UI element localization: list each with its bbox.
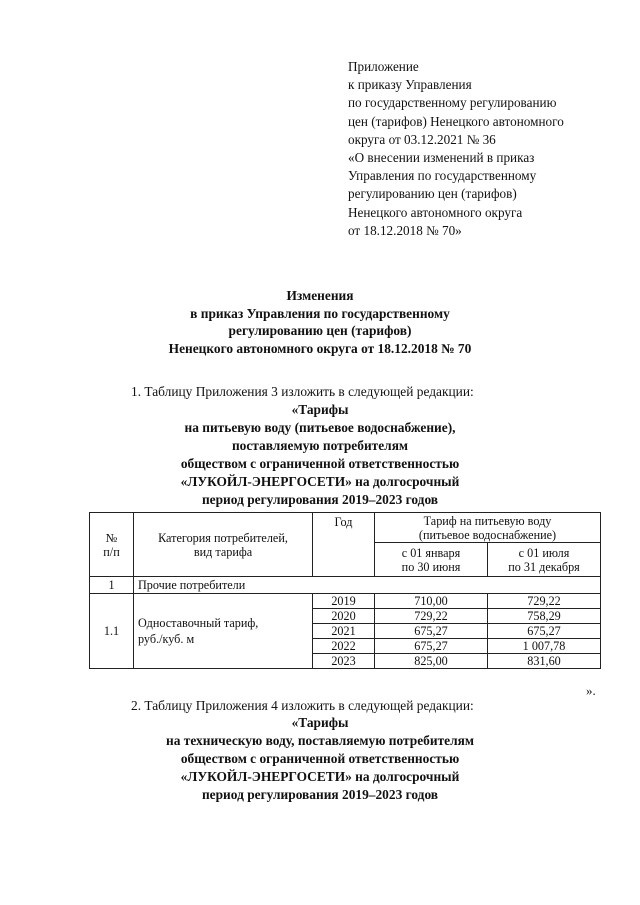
section2-title-line: на техническую воду, поставляемую потребителям: [166, 733, 474, 748]
section1-title-line: «ЛУКОЙЛ-ЭНЕРГОСЕТИ» на долгосрочный: [180, 474, 460, 489]
row-h2: 1 007,78: [488, 639, 601, 654]
section1-title-line: поставляемую потребителям: [231, 438, 409, 453]
appendix-line: к приказу Управления: [348, 77, 472, 93]
header-number: № п/п: [90, 513, 134, 577]
appendix-line: округа от 03.12.2021 № 36: [348, 131, 496, 147]
appendix-line: Управления по государственному: [348, 168, 537, 184]
header-year: Год: [313, 513, 375, 577]
header-category: Категория потребителей, вид тарифа: [134, 513, 313, 577]
table-closing-quote: ».: [586, 683, 596, 698]
appendix-line: Приложение: [348, 59, 419, 74]
section1-title-line: «Тарифы: [291, 402, 349, 417]
row-h2: 831,60: [488, 654, 601, 669]
item-number: 1.1: [90, 594, 134, 669]
section2-title: [0, 714, 640, 804]
header-tariff-group: Тариф на питьевую воду (питьевое водоснабжение): [375, 513, 601, 543]
row-year: 2022: [313, 639, 375, 654]
appendix-line: регулированию цен (тарифов): [348, 186, 517, 202]
changes-title: [0, 287, 640, 357]
section1-title-line: период регулирования 2019–2023 годов: [201, 492, 439, 507]
section1-title: [0, 401, 640, 509]
section1-paragraph: 1. Таблицу Приложения 3 изложить в следующей редакции:: [131, 384, 474, 399]
section2-title-line: «ЛУКОЙЛ-ЭНЕРГОСЕТИ» на долгосрочный: [180, 769, 460, 784]
row-h1: 710,00: [375, 594, 488, 609]
item-label: Одноставочный тариф, руб./куб. м: [134, 594, 313, 669]
tariff-table: [89, 512, 601, 669]
row-year: 2023: [313, 654, 375, 669]
row-year: 2020: [313, 609, 375, 624]
section2-title-line: период регулирования 2019–2023 годов: [201, 787, 439, 802]
table-row: [90, 594, 601, 609]
section2-paragraph: 2. Таблицу Приложения 4 изложить в следующей редакции:: [131, 698, 474, 713]
row-h2: 675,27: [488, 624, 601, 639]
row-h1: 675,27: [375, 624, 488, 639]
header-period-1: с 01 января по 30 июня: [375, 543, 488, 577]
row-h1: 729,22: [375, 609, 488, 624]
section1-title-line: на питьевую воду (питьевое водоснабжение),: [184, 420, 456, 435]
group-row-label: Прочие потребители: [134, 577, 601, 594]
appendix-line: от 18.12.2018 № 70»: [348, 222, 462, 238]
appendix-line: цен (тарифов) Ненецкого автономного: [348, 113, 564, 129]
changes-title-line: в приказ Управления по государственному: [190, 305, 450, 321]
row-year: 2019: [313, 594, 375, 609]
row-h2: 758,29: [488, 609, 601, 624]
appendix-header: [348, 58, 618, 240]
changes-title-line: Изменения: [286, 288, 354, 303]
appendix-line: «О внесении изменений в приказ: [348, 150, 535, 166]
row-h1: 675,27: [375, 639, 488, 654]
row-h2: 729,22: [488, 594, 601, 609]
appendix-line: Ненецкого автономного округа: [348, 204, 523, 220]
row-year: 2021: [313, 624, 375, 639]
row-h1: 825,00: [375, 654, 488, 669]
section2-title-line: «Тарифы: [291, 715, 349, 730]
changes-title-line: регулированию цен (тарифов): [228, 323, 412, 339]
changes-title-line: Ненецкого автономного округа от 18.12.2018 № 70: [168, 340, 472, 356]
group-row-number: 1: [90, 577, 134, 594]
section2-title-line: обществом с ограниченной ответственностью: [180, 751, 460, 766]
section1-title-line: обществом с ограниченной ответственностью: [180, 456, 460, 471]
appendix-line: по государственному регулированию: [348, 95, 557, 111]
header-period-2: с 01 июля по 31 декабря: [488, 543, 601, 577]
